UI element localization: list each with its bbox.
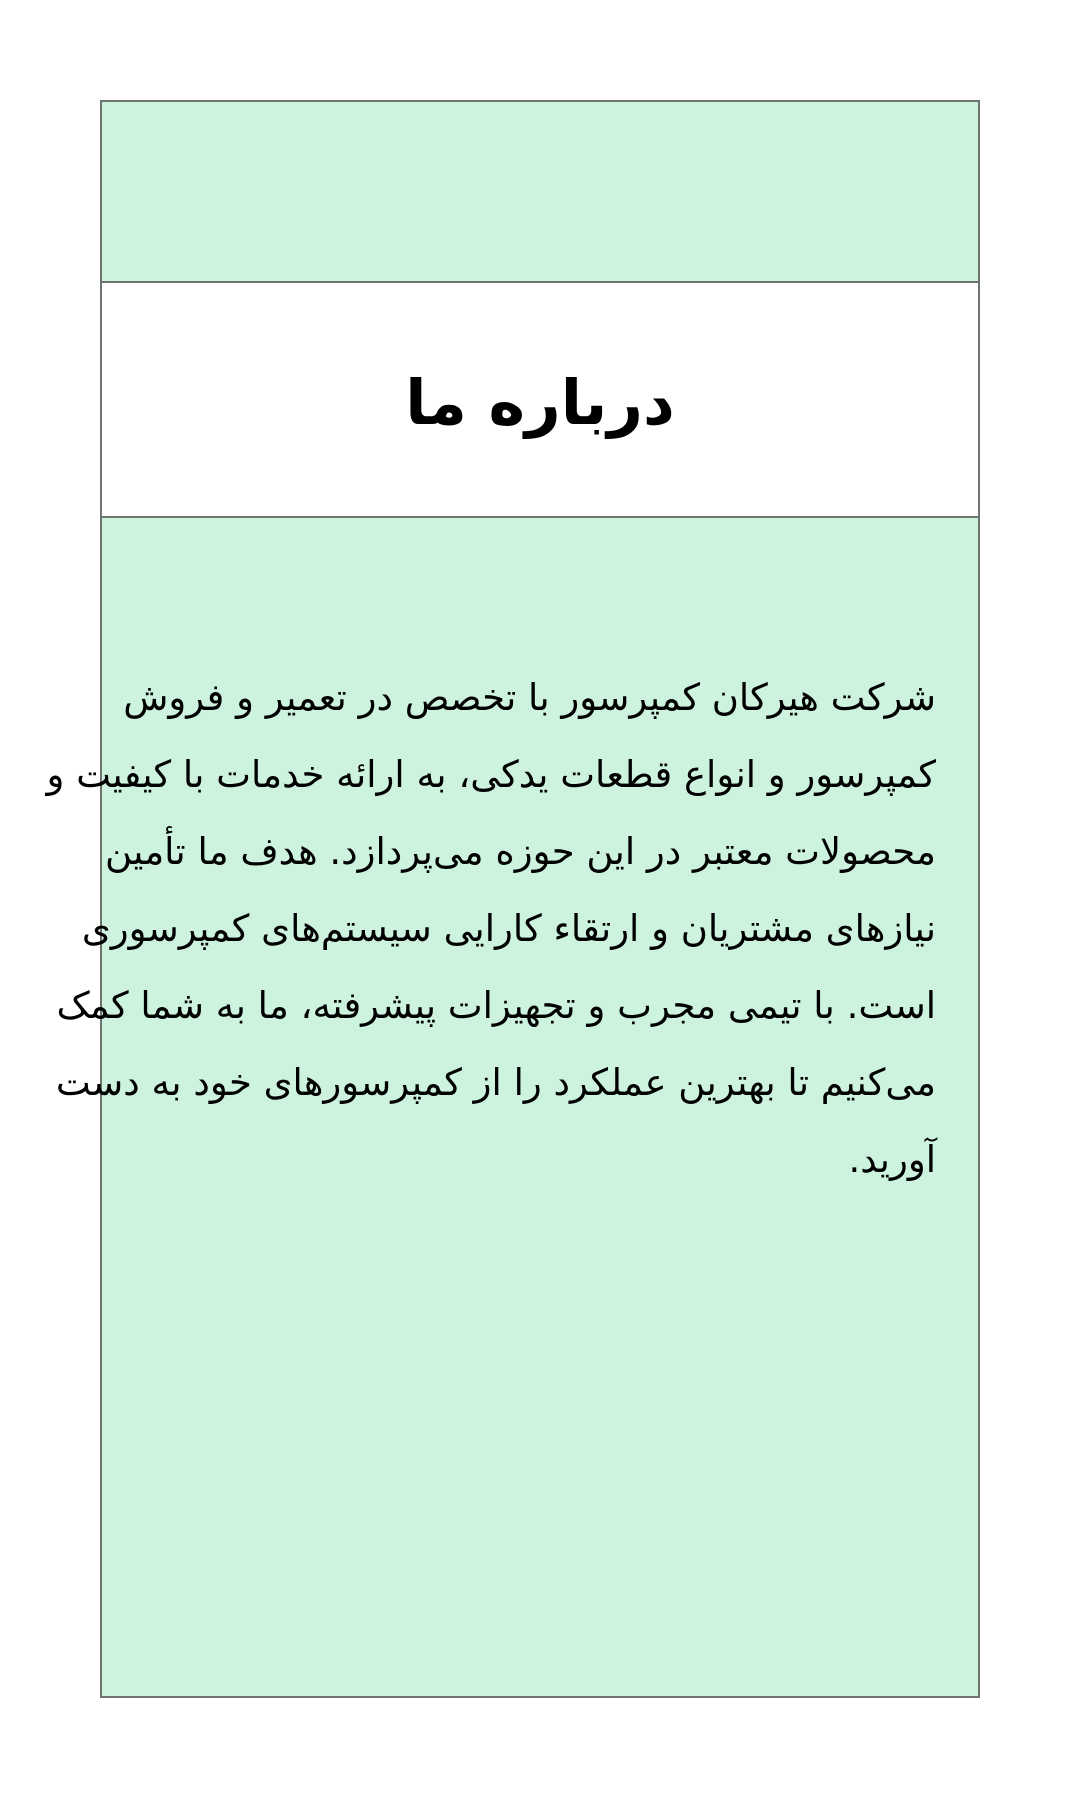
top-banner-band xyxy=(102,102,978,283)
about-card xyxy=(46,100,980,1698)
paragraph-line: است. با تیمی مجرب و تجهیزات پیشرفته، ما به شما کمک xyxy=(56,984,936,1027)
paragraph-line: آورید. xyxy=(848,1138,936,1181)
paragraph-line: نیازهای مشتریان و ارتقاء کارایی سیستم‌های کمپرسوری xyxy=(81,907,936,950)
paragraph-line: محصولات معتبر در این حوزه می‌پردازد. هدف ما تأمین xyxy=(104,830,936,873)
paragraph-line: کمپرسور و انواع قطعات یدکی، به ارائه خدمات با کیفیت و xyxy=(46,753,936,796)
page-title: درباره ما xyxy=(405,365,675,439)
title-band xyxy=(102,283,978,518)
paragraph-line: می‌کنیم تا بهترین عملکرد را از کمپرسورهای خود به دست xyxy=(55,1061,936,1104)
paragraph-line: شرکت هیرکان کمپرسور با تخصص در تعمیر و فروش xyxy=(123,676,936,719)
about-paragraph xyxy=(46,518,978,1198)
content-band xyxy=(46,518,978,1696)
